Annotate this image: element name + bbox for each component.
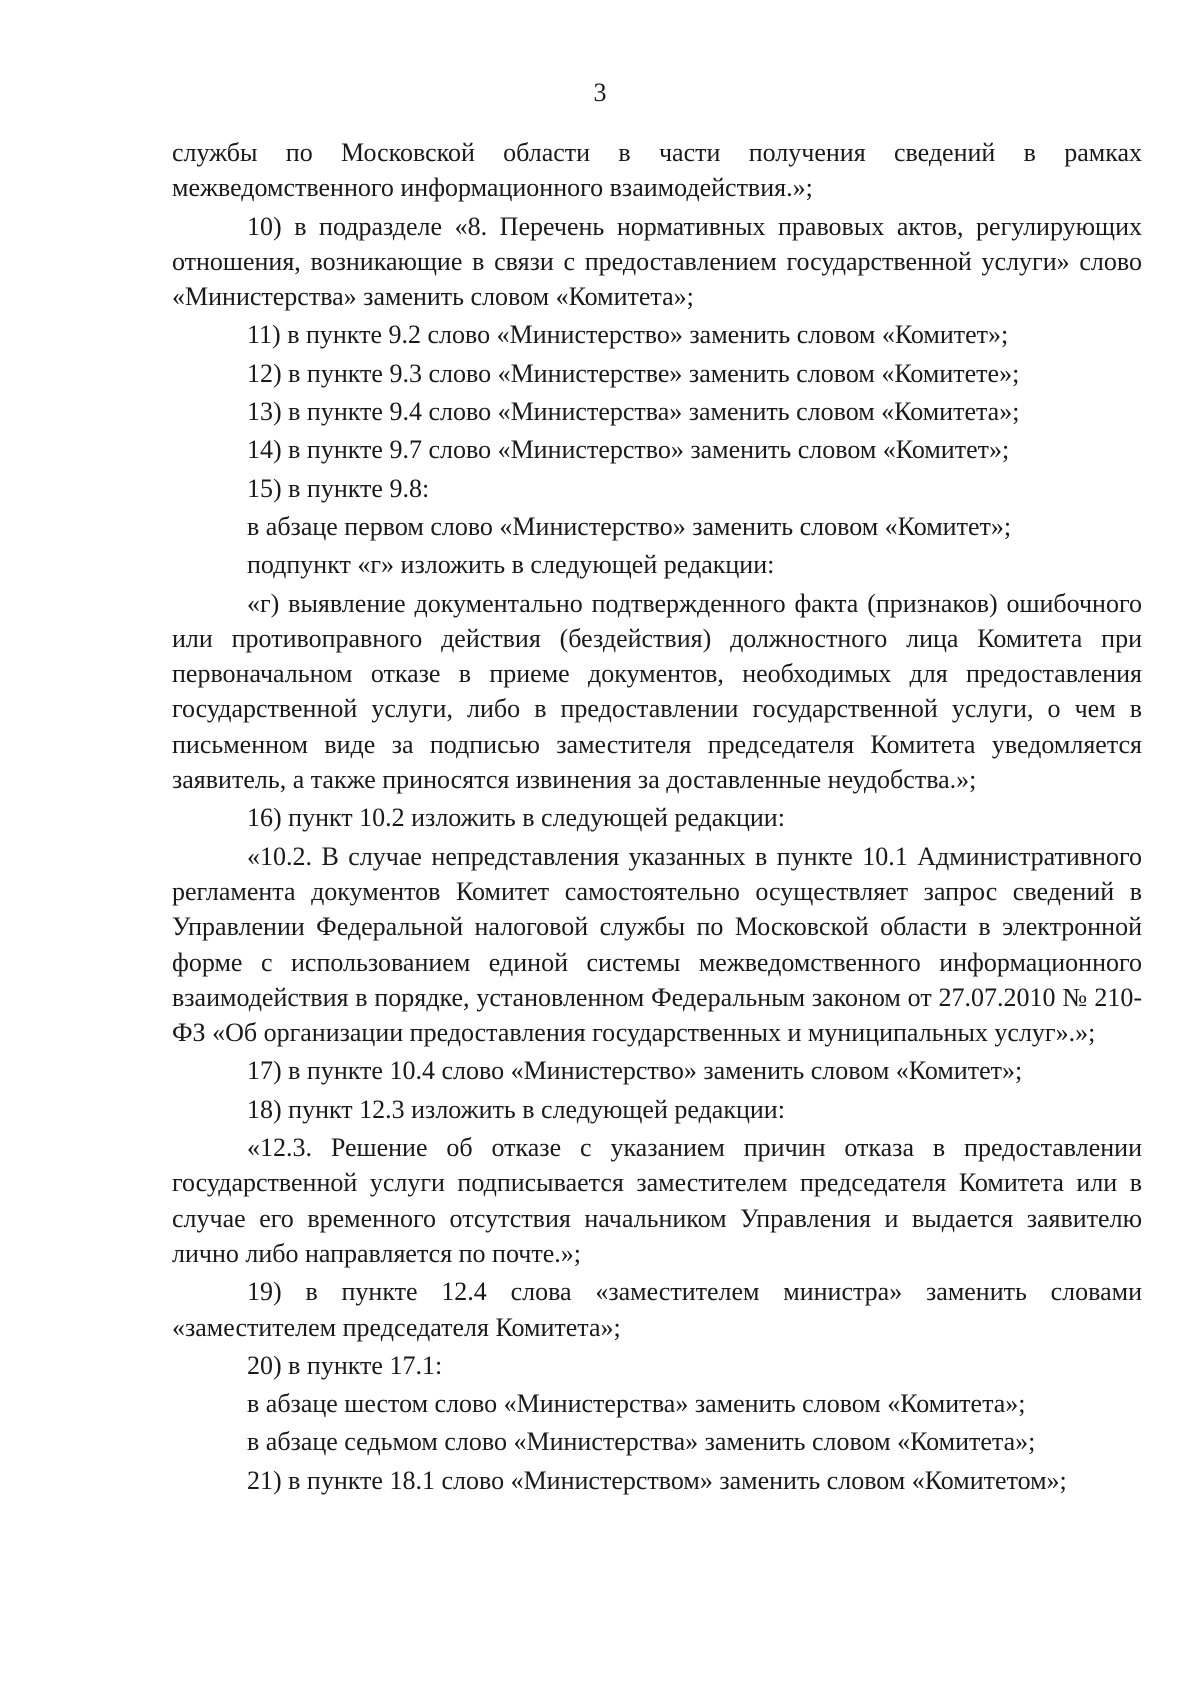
item-20-sixth-paragraph: в абзаце шестом слово «Министерства» заменить словом «Комитета»; xyxy=(247,1389,1026,1419)
item-15-subitem-g-text: «г) выявление документально подтвержденного факта (признаков) ошибочного или противоправного действия (бездействия) должностного лица Комитета при первоначальном отказе в приеме документов, необходимых для предоставления государственной услуги, либо в предоставлении государственной услуги, о чем в письменном виде за подписью заместителя председателя Комитета уведомляется заявитель, а также приносятся извинения за доставленные неудобства.»; xyxy=(172,588,1142,795)
page-number: 3 xyxy=(593,78,607,107)
item-20-seventh-paragraph: в абзаце седьмом слово «Министерства» заменить словом «Комитета»; xyxy=(247,1427,1036,1457)
document-body xyxy=(172,135,1142,1501)
item-15: 15) в пункте 9.8: xyxy=(247,473,430,503)
item-18-text: «12.3. Решение об отказе с указанием причин отказа в предоставлении государственной услуги подписывается заместителем председателя Комитета или в случае его временного отсутствия начальником Управления и выдается заявителю лично либо направляется по почте.»; xyxy=(172,1133,1142,1268)
item-17: 17) в пункте 10.4 слово «Министерство» заменить словом «Комитет»; xyxy=(247,1056,1023,1086)
item-12: 12) в пункте 9.3 слово «Министерстве» заменить словом «Комитете»; xyxy=(247,358,1020,388)
item-11: 11) в пункте 9.2 слово «Министерство» заменить словом «Комитет»; xyxy=(247,320,1009,350)
item-18: 18) пункт 12.3 изложить в следующей редакции: xyxy=(247,1094,785,1124)
paragraph-continuation: службы по Московской области в части получения сведений в рамках межведомственного информационного взаимодействия.»; xyxy=(172,138,1142,203)
item-15-first-paragraph: в абзаце первом слово «Министерство» заменить словом «Комитет»; xyxy=(247,511,1012,541)
item-13: 13) в пункте 9.4 слово «Министерства» заменить словом «Комитета»; xyxy=(247,397,1020,427)
item-10: 10) в подразделе «8. Перечень нормативных правовых актов, регулирующих отношения, возникающие в связи с предоставлением государственной услуги» слово «Министерства» заменить словом «Комитета»; xyxy=(172,211,1142,312)
item-20: 20) в пункте 17.1: xyxy=(247,1350,443,1380)
item-15-subitem-g: подпункт «г» изложить в следующей редакции: xyxy=(247,550,775,580)
item-19: 19) в пункте 12.4 слова «заместителем министра» заменить словами «заместителем председателя Комитета»; xyxy=(172,1277,1142,1342)
item-16: 16) пункт 10.2 изложить в следующей редакции: xyxy=(247,803,785,833)
item-16-text: «10.2. В случае непредставления указанных в пункте 10.1 Административного регламента документов Комитет самостоятельно осуществляет запрос сведений в Управлении Федеральной налоговой службы по Московской области в электронной форме с использованием единой системы межведомственного информационного взаимодействия в порядке, установленном Федеральным законом от 27.07.2010 № 210-ФЗ «Об организации предоставления государственных и муниципальных услуг».»; xyxy=(172,841,1142,1048)
item-14: 14) в пункте 9.7 слово «Министерство» заменить словом «Комитет»; xyxy=(247,435,1010,465)
item-21: 21) в пункте 18.1 слово «Министерством» заменить словом «Комитетом»; xyxy=(247,1465,1067,1495)
